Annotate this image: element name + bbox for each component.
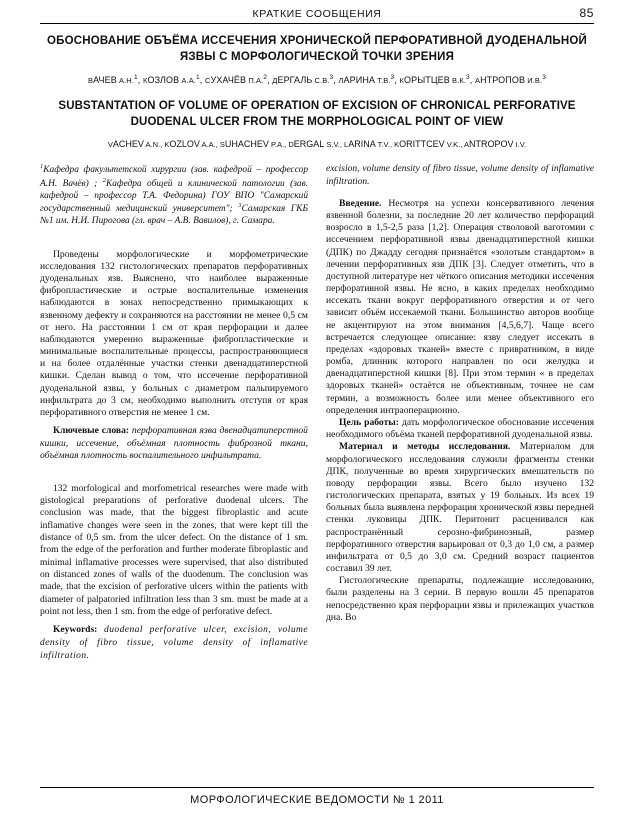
page-footer [40, 787, 594, 806]
section-aim-heading: Цель работы: [339, 417, 399, 428]
abstract-ru-text: Проведены морфологические и морфометрические исследования 132 гистологических препаратов перфоративных дуоденальных язв. Выяснено, что наиболее выраженные фибропластические и острые воспалительные изменения наблюдаются в зонах непосредственно примыкающих к язвенному дефекту и сохраняются на расстоянии не менее 0,5 см от него. На расстоянии 1 см от края перфорации и далее наблюдаются умеренно выраженные фибропластические и минимальные воспалительные процессы, распространяющиеся и на более отдалённые участки стенки двенадцатиперстной кишки. Сделан вывод о том, что иссечение перфоративной дуоденальной язвы, у больных с диаметром пальпируемого инфильтрата до 3 см, необходимо выполнить отступя от края перфоративного отверстия не менее 1 см. [40, 248, 308, 418]
abstract-en-continuation: excision, volume density of fibro tissue, volume density of inflamative infiltration. [326, 164, 594, 187]
running-head-title: КРАТКИЕ СООБЩЕНИЯ [252, 8, 382, 20]
page-number: 85 [579, 6, 594, 20]
keywords-en-list: duodenal perforative ulcer, excision, volume density of fibro tissue, volume density of inflamative infiltration. [40, 625, 308, 661]
keywords-en-label: Keywords: [53, 625, 98, 636]
section-aim [326, 417, 594, 441]
header-rule [40, 23, 594, 24]
keywords-ru-list: перфоративная язва двенадцатиперстной кишки, иссечение, объёмная плотность фиброзной ткани, объёмная плотность воспалительного инфильтрата. [40, 425, 308, 462]
section-methods-heading: Материал и методы исследования. [339, 441, 511, 453]
keywords-ru [40, 425, 308, 462]
section-introduction-heading: Введение. [339, 197, 382, 209]
article-authors-en: VACHEV A.N., KOZLOV A.A., SUHACHEV P.A., DERGAL S.V., LARINA T.V., KORITTCEV V.K., ANTROPOV I.V. [107, 139, 527, 150]
section-introduction [326, 198, 594, 417]
journal-name: МОРФОЛОГИЧЕСКИЕ ВЕДОМОСТИ № 1 2011 [190, 794, 444, 806]
column-left [40, 163, 308, 663]
section-methods-text: Материалом для морфологического исследования служили фрагменты стенки ДПК, полученные во время хирургических вмешательств по поводу перфорации язвы. Всего было изучено 132 гистологических препарата, взятых у 19 больных. Из всех 19 больных была выявлена перфорация хронической язвы передней стенки луковицы ДПК. Перитонит расценивался как распространённый серозно-фибринозный, размер перфоративного отверстия варьировал от 0,3 до 1,0 см, а размер инфильтрата от 0,5 до 3,0 см. Средний возраст пациентов составил 39 лет. [326, 441, 594, 575]
section-methods [326, 441, 594, 575]
keywords-en [40, 624, 308, 662]
column-right [326, 163, 594, 624]
affiliations: $^1$Кафедра факультетской хирургии (зав. кафедрой – профессор А.Н. Вачёв) ; $^2$Кафедра общей и клинической патологии (зав. кафедрой – профессор Т.А. Федорина) ГОУ ВПО "Самарский государственный медицинский университет"; $^3$Самарская ГКБ №1 им. Н.И. Пирогова (гл. врач – А.В. Вавилов), г. Самара. [40, 163, 309, 227]
body-columns [40, 163, 594, 663]
running-head [40, 8, 594, 23]
article-title-ru: ОБОСНОВАНИЕ ОБЪЁМА ИССЕЧЕНИЯ ХРОНИЧЕСКОЙ ПЕРФОРАТИВНОЙ ДУОДЕНАЛЬНОЙ ЯЗВЫ С МОРФОЛОГИЧЕСКОЙ ТОЧКИ ЗРЕНИЯ [46, 35, 587, 63]
section-aim-text: дать морфологическое обоснование иссечения необходимого объёма тканей перфоративной дуоденальной язвы. [326, 417, 595, 441]
section-methods-continued: Гистологические препараты, подлежащие исследованию, были разделены на 3 серии. В первую вошли 45 препаратов непосредственно края перфорации язвы и прилежащих участков дна. Во [326, 575, 594, 623]
section-introduction-text: Несмотря на успехи консервативного лечения язвенной болезни, за последние 20 лет количество перфораций возросло в 1,5-2,5 раза [1,2]. Операция стволовой ваготомии с иссечением перфоративной язвы двенадцатиперстной кишки (ДПК) по Джадду сегодня признаётся «золотым стандартом» в лечении перфоративных язв ДПК [3]. Следует отметить, что в доступной литературе нет чёткого описания методики иссечения перфоративной язвы. Не ясно, в каких пределах необходимо иссекать ткани вокруг перфоративного отверстия и от чего зависит объём иссекаемой ткани. Большинство авторов вообще не акцентируют на этом внимания [4,5,6,7]. Чаще всего встречается следующее описание: язву следует иссекать в пределах «здоровых тканей» вместе с привратником, в виде ромба, длинник которого направлен по оси желудка и двенадцатиперстной кишки [8]. При этом термин « в пределах здоровых тканей» остаётся не объективным, точнее не сам термин, а возможность более или менее объективного его определения интраоперационно. [326, 197, 594, 416]
keywords-ru-label: Ключевые слова: [53, 425, 130, 437]
article-authors-ru: ВАЧЕВ А.Н.$^1$, КОЗЛОВ А.А.$^1$, СУХАЧЁВ П.А.$^2$, ДЕРГАЛЬ С.В.$^3$, ЛАРИНА Т.В.$^3$, КОРЫТЦЕВ В.К.$^3$, АНТРОПОВ И.В.$^3$ [88, 74, 546, 86]
abstract-en-text: 132 morfological and morfometrical researches were made with gistological preparations of perforative duodenal ulcers. The conclusion was made, that the biggest fibroplastic and acute inflamative changes were seen in the zones, that were kept till the distance of 0,5 sm. from the ulcer defect. On the distance of 1 sm. from the edge of the perforation and further moderate fibroplastic and minimal inflamative processes were supervised, that also distributed on distanced zones of walls of the duodenum. The conclusion was made, that the excision of perforative ulcers within the patients with diameter of palpatoried infiltration less than 3 sm. must be made at a point not less, then 1 sm. from the edge of perforative defect. [40, 483, 308, 617]
article-title-en: SUBSTANTATION OF VOLUME OF OPERATION OF EXCISION OF CHRONICAL PERFORATIVE DUODENAL ULCER FROM THE MORPHOLOGICAL POINT OF VIEW [58, 100, 576, 129]
